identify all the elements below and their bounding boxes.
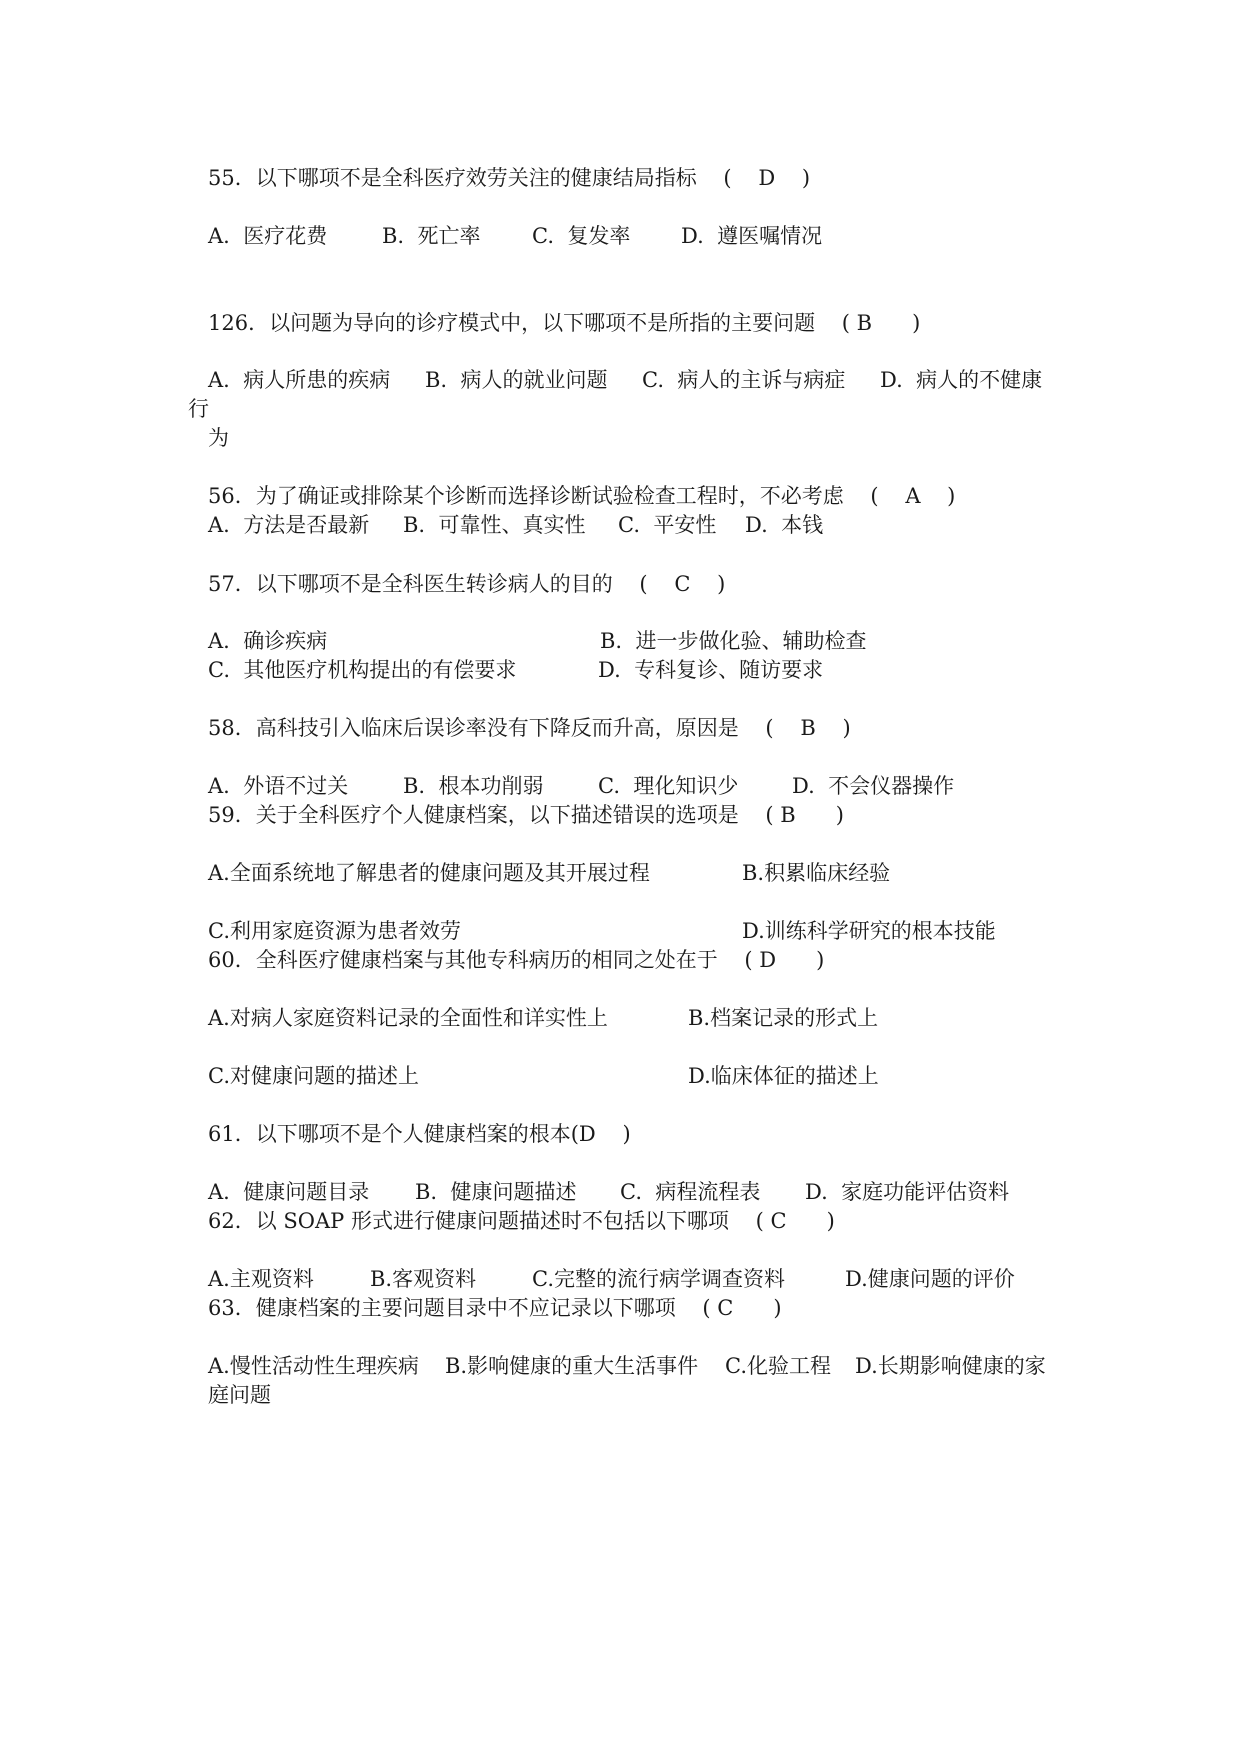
option-c: C. 病人的主诉与病症 (642, 368, 846, 392)
option-b: B.档案记录的形式上 (688, 1006, 879, 1030)
option-d: D.长期影响健康的家 (855, 1354, 1046, 1378)
option-b: B. 病人的就业问题 (425, 368, 608, 392)
option-d: D. 病人的不健康 (880, 368, 1043, 392)
question-stem: 126．以问题为导向的诊疗模式中，以下哪项不是所指的主要问题 ( B ) (208, 311, 921, 335)
option-d: D. 本钱 (745, 513, 824, 537)
question-stem: 56．为了确证或排除某个诊断而选择诊断试验检查工程时，不必考虑 ( A ) (208, 484, 956, 508)
option-a: A. 外语不过关 (208, 774, 349, 798)
option-wrap: 庭问题 (208, 1383, 271, 1407)
option-c: C.化验工程 (725, 1354, 831, 1378)
option-a: A. 医疗花费 (208, 224, 328, 248)
option-d: D.健康问题的评价 (845, 1267, 1015, 1291)
option-a: A. 确诊疾病 (208, 629, 328, 653)
question-stem: 62．以 SOAP 形式进行健康问题描述时不包括以下哪项 ( C ) (208, 1209, 835, 1233)
option-c: C. 复发率 (532, 224, 631, 248)
option-d: D. 专科复诊、随访要求 (598, 658, 824, 682)
option-b: B.客观资料 (370, 1267, 477, 1291)
option-d: D. 遵医嘱情况 (681, 224, 823, 248)
question-stem: 60．全科医疗健康档案与其他专科病历的相同之处在于 ( D ) (208, 948, 825, 972)
option-b: B. 可靠性、真实性 (403, 513, 586, 537)
option-a: A.主观资料 (208, 1267, 314, 1291)
option-c: C.利用家庭资源为患者效劳 (208, 919, 461, 943)
option-c: C. 理化知识少 (598, 774, 739, 798)
option-c: C. 其他医疗机构提出的有偿要求 (208, 658, 517, 682)
option-d: D.训练科学研究的根本技能 (742, 919, 996, 943)
option-b: B.影响健康的重大生活事件 (445, 1354, 699, 1378)
question-stem: 55．以下哪项不是全科医疗效劳关注的健康结局指标 ( D ) (208, 166, 811, 190)
option-b: B. 根本功削弱 (403, 774, 544, 798)
option-a: A.全面系统地了解患者的健康问题及其开展过程 (208, 861, 650, 885)
question-stem: 58．高科技引入临床后误诊率没有下降反而升高，原因是 ( B ) (208, 716, 851, 740)
option-b: B. 健康问题描述 (415, 1180, 577, 1204)
option-d: D. 家庭功能评估资料 (805, 1180, 1010, 1204)
option-wrap: 行 (188, 397, 209, 421)
option-a: A. 方法是否最新 (208, 513, 370, 537)
question-stem: 59．关于全科医疗个人健康档案，以下描述错误的选项是 ( B ) (208, 803, 844, 827)
option-wrap: 为 (208, 426, 229, 450)
option-c: C.对健康问题的描述上 (208, 1064, 419, 1088)
option-b: B. 进一步做化验、辅助检查 (600, 629, 867, 653)
option-a: A.对病人家庭资料记录的全面性和详实性上 (208, 1006, 608, 1030)
option-b: B. 死亡率 (382, 224, 481, 248)
question-stem: 61．以下哪项不是个人健康档案的根本(D ) (208, 1122, 631, 1146)
option-a: A.慢性活动性生理疾病 (208, 1354, 419, 1378)
option-a: A. 病人所患的疾病 (208, 368, 391, 392)
option-c: C. 病程流程表 (620, 1180, 761, 1204)
option-d: D.临床体征的描述上 (688, 1064, 879, 1088)
option-a: A. 健康问题目录 (208, 1180, 370, 1204)
question-stem: 57．以下哪项不是全科医生转诊病人的目的 ( C ) (208, 572, 726, 596)
question-stem: 63．健康档案的主要问题目录中不应记录以下哪项 ( C ) (208, 1296, 782, 1320)
option-c: C.完整的流行病学调查资料 (532, 1267, 785, 1291)
option-b: B.积累临床经验 (742, 861, 891, 885)
option-c: C. 平安性 (618, 513, 717, 537)
option-d: D. 不会仪器操作 (792, 774, 955, 798)
